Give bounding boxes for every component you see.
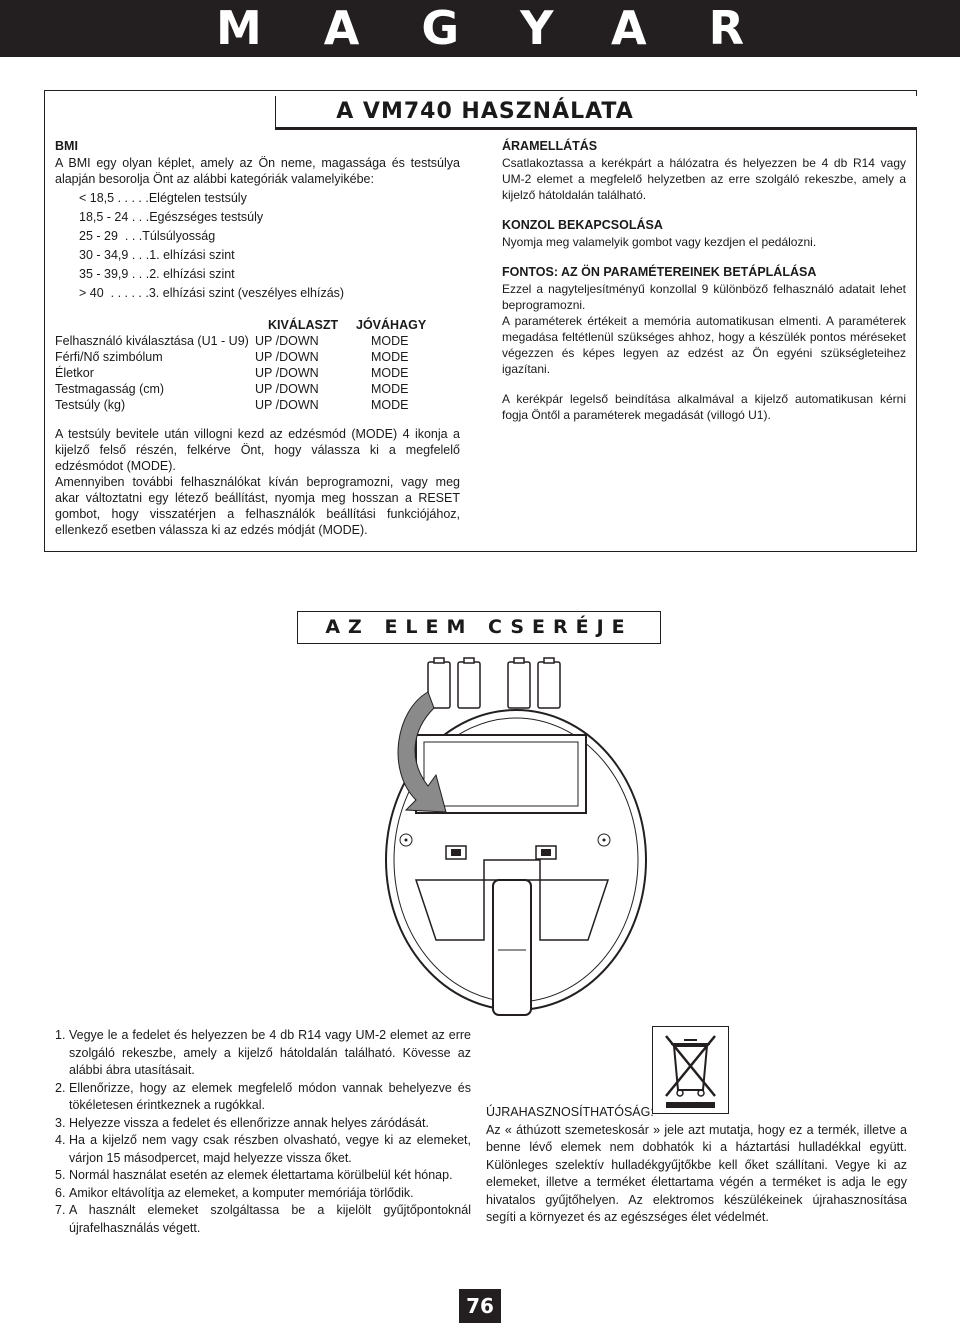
list-item — [55, 1167, 471, 1185]
power-text: Csatlakoztassa a kerékpárt a hálózatra és helyezzen be 4 db R14 vagy UM-2 elemet a megfelelő helyzetben az erre szolgáló rekeszbe, amely a kijelző hátoldalán található. — [502, 156, 906, 202]
step-text: Ha a kijelző nem vagy csak részben olvasható, vegye ki az elemeket, várjon 15 másodpercet, majd helyezze vissza őket. — [69, 1133, 471, 1165]
bmi-range: < 18,5 — [79, 191, 115, 205]
bmi-range-dots: . . . — [128, 267, 150, 281]
step-text: Amikor eltávolítja az elemeket, a komputer memóriája törlődik. — [69, 1185, 414, 1200]
bmi-range-dots: . . . . . — [114, 191, 149, 205]
bmi-category: 2. elhízási szint — [149, 267, 235, 281]
list-item — [55, 1132, 471, 1167]
step-text: Helyezze vissza a fedelet és ellenőrizze annak helyes záródását. — [69, 1115, 429, 1130]
crossed-bin-icon — [652, 1026, 729, 1114]
step-number: 1. — [55, 1028, 66, 1042]
table-row — [55, 365, 460, 381]
table-cell: Felhasználó kiválasztása (U1 - U9) — [55, 334, 249, 348]
list-item — [55, 1202, 471, 1237]
params-heading: FONTOS: AZ ÖN PARAMÉTEREINEK BETÁPLÁLÁSA — [502, 265, 817, 279]
list-item — [55, 1115, 471, 1133]
bmi-range-dots: . . . — [117, 229, 143, 243]
step-number: 3. — [55, 1115, 66, 1130]
list-item — [55, 1080, 471, 1115]
console-heading: KONZOL BEKAPCSOLÁSA — [502, 218, 663, 232]
bmi-category: Egészséges testsúly — [149, 210, 264, 224]
battery-icon — [428, 658, 560, 708]
table-cell: MODE — [371, 366, 409, 380]
bmi-intro: A BMI egy olyan képlet, amely az Ön neme, magassága és testsúlya alapján besorolja Önt az alábbi kategóriák valamelyikébe: — [55, 156, 460, 186]
list-item — [55, 1185, 471, 1203]
table-cell: Testsúly (kg) — [55, 398, 126, 412]
table-header-cell — [55, 317, 255, 333]
table-cell: UP /DOWN — [255, 334, 319, 348]
settings-table-header — [55, 317, 460, 333]
bmi-list — [55, 189, 460, 303]
reset-paragraph: Amennyiben további felhasználókat kíván beprogramozni, vagy meg akar változtatni egy létező beállítást, nyomja meg hosszan a RESET gombot, hogy visszatérjen a felhasználók beállítási funkciójához, ellenkező esetben válassza ki az edzés módját (MODE). — [55, 475, 460, 537]
recycling-heading: ÚJRAHASZNOSÍTHATÓSÁG: — [486, 1105, 654, 1119]
recycling-text: Az « áthúzott szemeteskosár » jele azt mutatja, hogy ez a termék, illetve a benne lévő elemek nem dobhatók ki a háztartási hulladékkal együtt. Különleges szelektív hulladékgyűjtőkbe kell őket szállítani. Vegye ki az elemeket, illetve a terméket élettartama végén a terméket is adja le egy hivatalos gyűjtőhelyen. Az elektromos készülékeinek újrahasznosítása segíti a környezet és az egészséges élet védelmét. — [486, 1122, 907, 1224]
recycling-section — [486, 1104, 907, 1227]
table-cell: MODE — [371, 350, 409, 364]
bmi-category: 1. elhízási szint — [149, 248, 235, 262]
step-number: 4. — [55, 1133, 66, 1147]
page-number: 76 — [466, 1294, 494, 1318]
usage-title: A VM740 HASZNÁLATA — [336, 99, 634, 124]
bmi-range-row — [79, 284, 460, 303]
table-row — [55, 381, 460, 397]
table-row — [55, 397, 460, 413]
power-heading: ÁRAMELLÁTÁS — [502, 139, 598, 153]
settings-table-body — [55, 333, 460, 413]
bmi-range-row — [79, 265, 460, 284]
bmi-range-dots: . . . . . . — [103, 286, 149, 300]
bmi-range-row — [79, 246, 460, 265]
bmi-category: 3. elhízási szint (veszélyes elhízás) — [148, 286, 345, 300]
table-cell: UP /DOWN — [255, 350, 319, 364]
step-text: A használt elemeket szolgáltassa be a kijelölt gyűjtőpontoknál újrafelhasználás végett. — [69, 1203, 471, 1235]
bmi-range: 18,5 - 24 — [79, 210, 129, 224]
weight-paragraph: A testsúly bevitele után villogni kezd az edzésmód (MODE) 4 ikonja a kijelző felső részén, felkérve Önt, hogy válassza ki a megfelelő edzésmódot (MODE). — [55, 427, 460, 473]
table-cell: MODE — [371, 398, 409, 412]
battery-heading: AZ ELEM CSERÉJE — [325, 616, 633, 638]
step-number: 2. — [55, 1080, 66, 1095]
params-text-2: A paraméterek értékeit a memória automatikusan elmenti. A paraméterek megadása feltétlenül szükséges ahhoz, hogy a készülék pontos méréseket végezzen és képes legyen az edzést az Ön egyéni szükségleteihez igazítani. — [502, 314, 906, 376]
list-item — [55, 1027, 471, 1080]
bmi-range: > 40 — [79, 286, 104, 300]
step-text: Ellenőrizze, hogy az elemek megfelelő módon vannak behelyezve és tökéletesen érintkeznek a rugókkal. — [69, 1080, 471, 1112]
bmi-range: 25 - 29 — [79, 229, 118, 243]
step-number: 5. — [55, 1168, 66, 1182]
table-header-cell: KIVÁLASZT — [268, 318, 339, 332]
table-cell: MODE — [371, 334, 409, 348]
usage-left-column — [55, 138, 460, 538]
bmi-range: 30 - 34,9 — [79, 248, 129, 262]
table-cell: Férfi/Nő szimbólum — [55, 350, 163, 364]
table-row — [55, 349, 460, 365]
table-row — [55, 333, 460, 349]
table-cell: UP /DOWN — [255, 398, 319, 412]
settings-table — [55, 317, 460, 413]
table-cell: Életkor — [55, 366, 94, 380]
step-text: Normál használat esetén az elemek élettartama körülbelül két hónap. — [69, 1168, 453, 1182]
table-cell: Testmagasság (cm) — [55, 382, 165, 396]
bmi-category: Túlsúlyosság — [142, 229, 216, 243]
step-number: 7. — [55, 1203, 66, 1217]
table-cell: MODE — [371, 382, 409, 396]
step-number: 6. — [55, 1185, 66, 1200]
params-text-1: Ezzel a nagyteljesítményű konzollal 9 különböző felhasználó adatait lehet beprogramozni. — [502, 282, 906, 312]
params-text-3: A kerékpár legelső beindítása alkalmával a kijelző automatikusan kérni fogja Öntől a paraméterek megadását (villogó U1). — [502, 392, 906, 422]
bmi-range-row — [79, 189, 460, 208]
table-cell: UP /DOWN — [255, 382, 319, 396]
bmi-range-row — [79, 227, 460, 246]
bmi-range-row — [79, 208, 460, 227]
table-cell: UP /DOWN — [255, 366, 319, 380]
console-text: Nyomja meg valamelyik gombot vagy kezdjen el pedálozni. — [502, 235, 817, 249]
battery-steps-list — [55, 1027, 471, 1237]
bmi-range-dots: . . . — [128, 248, 150, 262]
bmi-heading: BMI — [55, 139, 78, 153]
step-text: Vegye le a fedelet és helyezzen be 4 db R14 vagy UM-2 elemet az erre szolgáló rekeszbe, amely a kijelző hátoldalán található. Kövesse az alábbi ábra utasításait. — [69, 1028, 471, 1077]
bmi-range-dots: . . . — [128, 210, 150, 224]
bmi-category: Elégtelen testsúly — [148, 191, 247, 205]
page-language-title: MAGYAR — [215, 1, 807, 55]
usage-right-column — [502, 138, 906, 423]
battery-diagram — [376, 650, 676, 1020]
table-header-cell: JÓVÁHAGY — [356, 318, 427, 332]
bmi-range: 35 - 39,9 — [79, 267, 129, 281]
